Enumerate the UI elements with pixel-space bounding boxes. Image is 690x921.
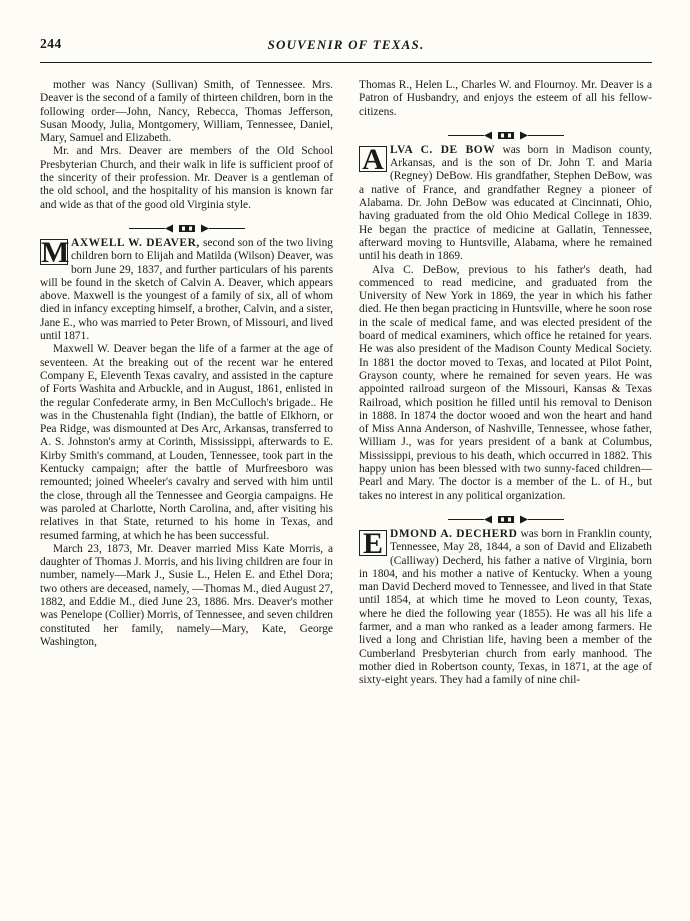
paragraph: March 23, 1873, Mr. Deaver married Miss Kate Morris, a daughter of Thomas J. Morris, and his living children are four in number, namely—Mark J., Susie L., Helen E. and Ethel Dora; two others are deceased, namely, —Thomas M., died August 27, 1882, and Eddie M., died June 23, 1886. Mrs. Deaver's mother was Penelope (Collier) Morris, of Tennessee, and seven children constituted her family, namely—Mary, Kate, George Washington, (40, 542, 333, 648)
paragraph: mother was Nancy (Sullivan) Smith, of Tennessee. Mrs. Deaver is the second of a family of thirteen children, born in the following order—John, Nancy, Rebecca, Thomas Jefferson, Susan Moody, Julia, Montgomery, William, Tennessee, Daniel, Mary, Samuel and Elizabeth. (40, 79, 333, 145)
drop-cap: A (359, 146, 387, 172)
entry-lead-text: was born in Franklin county, Tennessee, May 28, 1844, a son of David and Elizabeth (Calliway) Decherd, his father a native of Virginia, born in 1804, and his mother a native of Kentucky. When a young man David Decherd moved to Tennessee, and lived in that State until 1854, at which time he moved to Leon county, Texas, where he died the following year (1855). He was all his life a farmer, and a man who ranked as a leader among farmers. He lived a long and Christian life, having been a member of the Cumberland Presbyterian church from early manhood. The mother died in Robertson county, Texas, in 1871, at the age of sixty-eight years. They had a family of nine chil- (359, 527, 652, 687)
paragraph: Thomas R., Helen L., Charles W. and Flournoy. Mr. Deaver is a Patron of Husbandry, and enjoys the esteem of all his fellow-citizens. (359, 79, 652, 118)
entry-lead-paragraph (359, 144, 652, 264)
entry-subject-name: LVA C. DE BOW (390, 143, 496, 156)
entry-lead-text: second son of the two living children born to Elijah and Matilda (Wilson) Deaver, was born June 29, 1837, and further particulars of his parents will be found in the sketch of Calvin A. Deaver, which appears above. Maxwell is the youngest of a family of six, all of whom died in infancy excepting himself, a brother, Calvin, and a sister, Jane E., who was married to Peter Brown, of Missouri, and lived until 1871. (40, 236, 333, 343)
ornamental-divider (359, 510, 652, 521)
page-content-area (40, 36, 652, 886)
column-right (359, 79, 652, 879)
column-left (40, 79, 333, 879)
ornamental-divider (40, 219, 333, 230)
biography-entry (359, 144, 652, 264)
page-number: 244 (40, 36, 62, 51)
entry-subject-name: DMOND A. DECHERD (390, 527, 518, 540)
biography-entry (359, 528, 652, 688)
entry-subject-name: AXWELL W. DEAVER, (71, 236, 200, 249)
paragraph: Alva C. DeBow, previous to his father's death, had commenced to read medicine, and graduated from the University of New York in 1869, the year in which his father died. He then began practicing in Huntsville, where he soon rose in the scale of medical fame, and was elected president of the board of medical examiners, which office he retained for years. He was also president of the Madison County Medical Society. In 1881 the doctor moved to Texas, and located at Pilot Point, Grayson county, where he remained for seven years. He was appointed railroad surgeon of the Missouri, Kansas & Texas Railroad, which position he filled until his removal to Denison in 1888. In 1874 the doctor wooed and won the heart and hand of Miss Anna Anderson, of Nashville, Tennessee, whose father, William J., was for years president of a bank at Columbus, Mississippi, previous to his death, which occurred in 1882. This happy union has been blessed with two sunny-faced children—Pearl and Mary. The doctor is a member of the L. of H., but takes no interest in any political organization. (359, 263, 652, 502)
paragraph: Mr. and Mrs. Deaver are members of the Old School Presbyterian Church, and their walk in life is sufficient proof of the sincerity of their profession. Mr. Deaver is a gentleman of the old school, and the hospitality of his mansion is known far and wide as that of the good old Virginia style. (40, 145, 333, 211)
text-columns (40, 79, 652, 879)
entry-lead-paragraph (40, 237, 333, 343)
drop-cap: E (359, 530, 387, 556)
paragraph: Maxwell W. Deaver began the life of a farmer at the age of seventeen. At the breaking out of the recent war he entered Company E, Eleventh Texas cavalry, and assisted in the capture of Forts Washita and Arbuckle, and in August, 1861, enlisted in the regular Confederate army, in Ben McCulloch's brigade.. He was in the Chustenahla fight (Indian), the battle of Elkhorn, or Pea Ridge, was dismounted at Des Arc, Arkansas, transferred to A. S. Johnston's army at Corinth, Mississippi, afterwards to E. Kirby Smith's command, at Louden, Tennessee, took part in the Kentucky campaign; after the battle of Murfreesboro was remounted; joined Wheeler's cavalry and served with him until the close, through all the Tennessee and Georgia campaigns. He was paroled at Charlotte, North Carolina, and, after visiting his relatives in that State, returned to his home in Texas, and resumed farming, at which he has been successful. (40, 343, 333, 542)
entry-lead-text: was born in Madison county, Arkansas, and is the son of Dr. John T. and Maria (Regney) DeBow. His grandfather, Stephen DeBow, was a native of France, and grandfather Regney a pioneer of Alabama. Dr. John DeBow was educated at Cincinnati, Ohio, having graduated from the old Ohio Medical College in 1839. He began the practice of medicine at Gallatin, Tennessee, afterward moving to Huntsville, Alabama, where he remained until his death in 1869. (359, 143, 652, 263)
running-title: SOUVENIR OF TEXAS. (267, 37, 425, 52)
biography-entry (40, 237, 333, 343)
running-head (40, 36, 652, 63)
drop-cap: M (41, 235, 70, 269)
ornamental-divider (359, 126, 652, 137)
entry-lead-paragraph (359, 528, 652, 688)
